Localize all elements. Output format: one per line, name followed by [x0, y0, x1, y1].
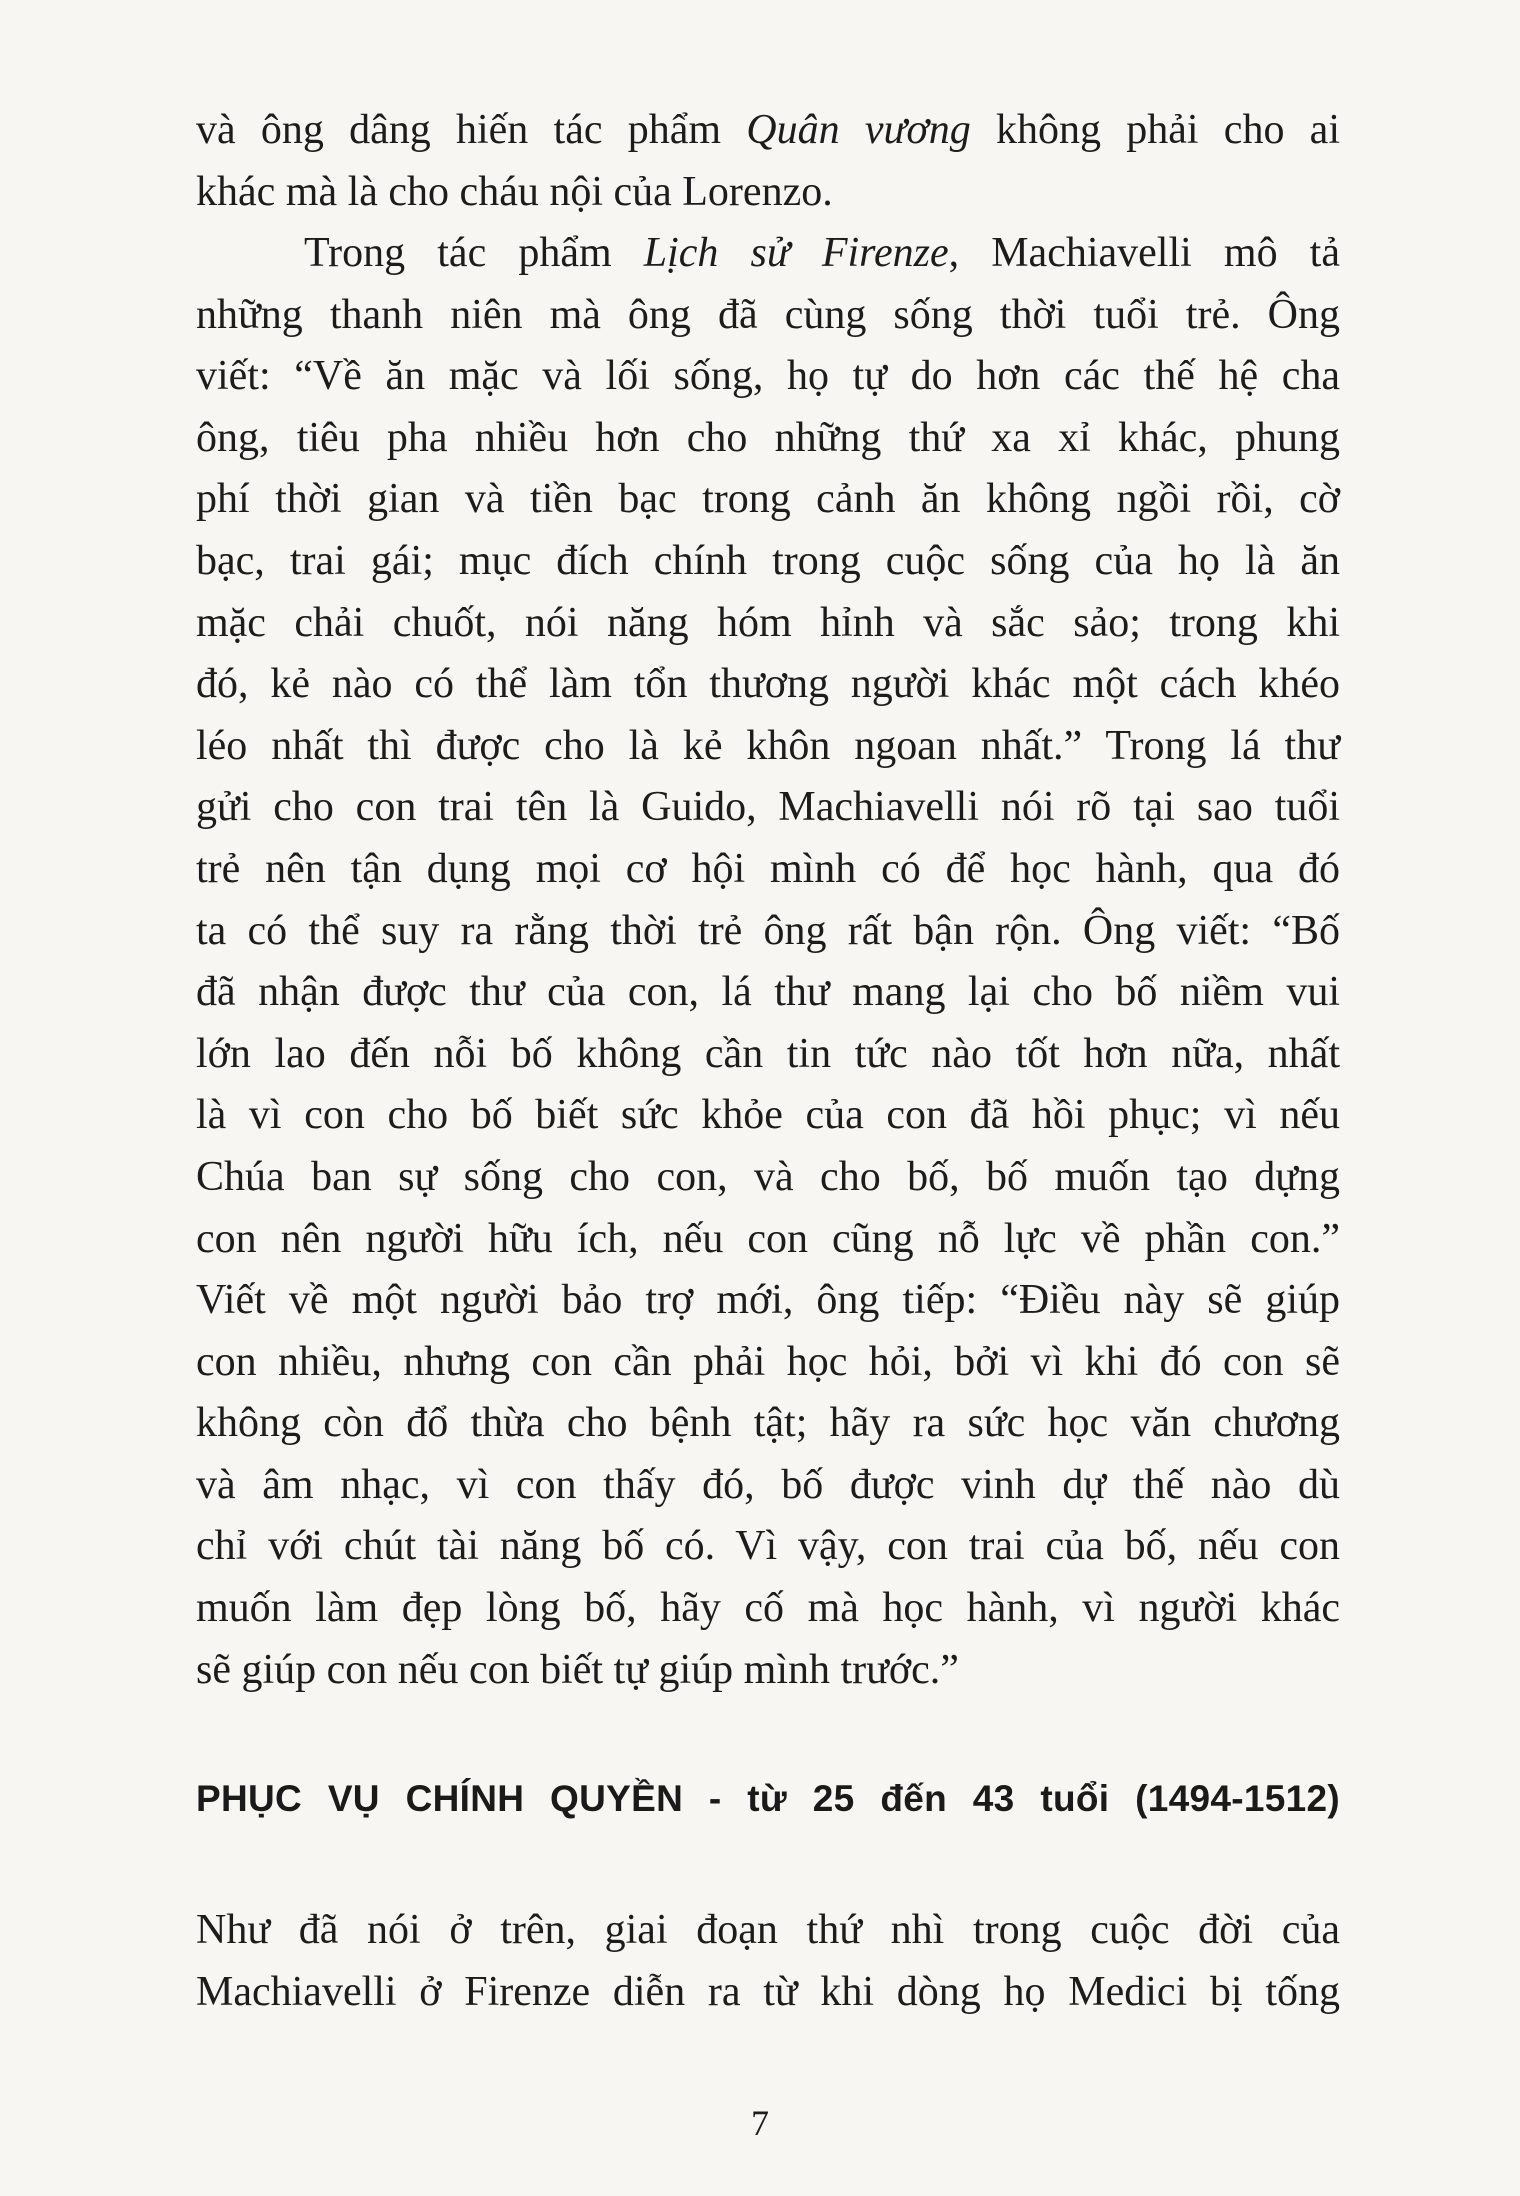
text-line: đã nhận được thư của con, lá thư mang lại cho bố niềm vui — [196, 969, 1340, 1016]
text-line: Trong tác phẩm Lịch sử Firenze, Machiavelli mô tả — [304, 230, 1340, 276]
text-line: sẽ giúp con nếu con biết tự giúp mình trước.” — [196, 1646, 959, 1693]
text-line: đó, kẻ nào có thể làm tổn thương người khác một cách khéo — [196, 661, 1340, 708]
text-line: léo nhất thì được cho là kẻ khôn ngoan nhất.” Trong lá thư — [196, 722, 1340, 769]
text-line: lớn lao đến nỗi bố không cần tin tức nào tốt hơn nữa, nhất — [196, 1030, 1340, 1077]
text-line: chỉ với chút tài năng bố có. Vì vậy, con trai của bố, nếu con — [196, 1523, 1340, 1570]
text-line: không còn đổ thừa cho bệnh tật; hãy ra sức học văn chương — [196, 1400, 1340, 1447]
text-line: mặc chải chuốt, nói năng hóm hỉnh và sắc sảo; trong khi — [196, 599, 1340, 646]
text-line: con nhiều, nhưng con cần phải học hỏi, bởi vì khi đó con sẽ — [196, 1338, 1340, 1385]
text-line: Như đã nói ở trên, giai đoạn thứ nhì trong cuộc đời của — [196, 1907, 1340, 1953]
text-line: và âm nhạc, vì con thấy đó, bố được vinh dự thế nào dù — [196, 1461, 1340, 1508]
text-line: phí thời gian và tiền bạc trong cảnh ăn không ngồi rồi, cờ — [196, 476, 1340, 523]
text-line: ông, tiêu pha nhiều hơn cho những thứ xa xỉ khác, phung — [196, 414, 1340, 461]
text-line: và ông dâng hiến tác phẩm Quân vương không phải cho ai — [196, 107, 1340, 153]
text-line: là vì con cho bố biết sức khỏe của con đã hồi phục; vì nếu — [196, 1092, 1340, 1139]
text-line: ta có thể suy ra rằng thời trẻ ông rất bận rộn. Ông viết: “Bố — [196, 907, 1340, 954]
text-line: muốn làm đẹp lòng bố, hãy cố mà học hành, vì người khác — [196, 1585, 1340, 1632]
paragraph-2 — [196, 223, 1340, 1701]
text-line: Machiavelli ở Firenze diễn ra từ khi dòng họ Medici bị tống — [196, 1968, 1340, 2015]
section-heading: PHỤC VỤ CHÍNH QUYỀN - từ 25 đến 43 tuổi (1494-1512) — [196, 1778, 1340, 1819]
text-line: trẻ nên tận dụng mọi cơ hội mình có để học hành, qua đó — [196, 845, 1340, 892]
text-line: viết: “Về ăn mặc và lối sống, họ tự do hơn các thế hệ cha — [196, 353, 1340, 400]
paragraph-3 — [196, 1900, 1340, 2023]
page-number: 7 — [751, 2103, 769, 2143]
text-line: Viết về một người bảo trợ mới, ông tiếp: “Điều này sẽ giúp — [196, 1277, 1340, 1324]
paragraph-1 — [196, 100, 1340, 223]
text-line: Chúa ban sự sống cho con, và cho bố, bố muốn tạo dựng — [196, 1153, 1340, 1200]
text-line: khác mà là cho cháu nội của Lorenzo. — [196, 168, 833, 215]
text-line: gửi cho con trai tên là Guido, Machiavelli nói rõ tại sao tuổi — [196, 784, 1340, 831]
text-line: con nên người hữu ích, nếu con cũng nỗ lực về phần con.” — [196, 1215, 1340, 1262]
text-line: bạc, trai gái; mục đích chính trong cuộc sống của họ là ăn — [196, 537, 1340, 584]
text-line: những thanh niên mà ông đã cùng sống thời tuổi trẻ. Ông — [196, 291, 1340, 338]
